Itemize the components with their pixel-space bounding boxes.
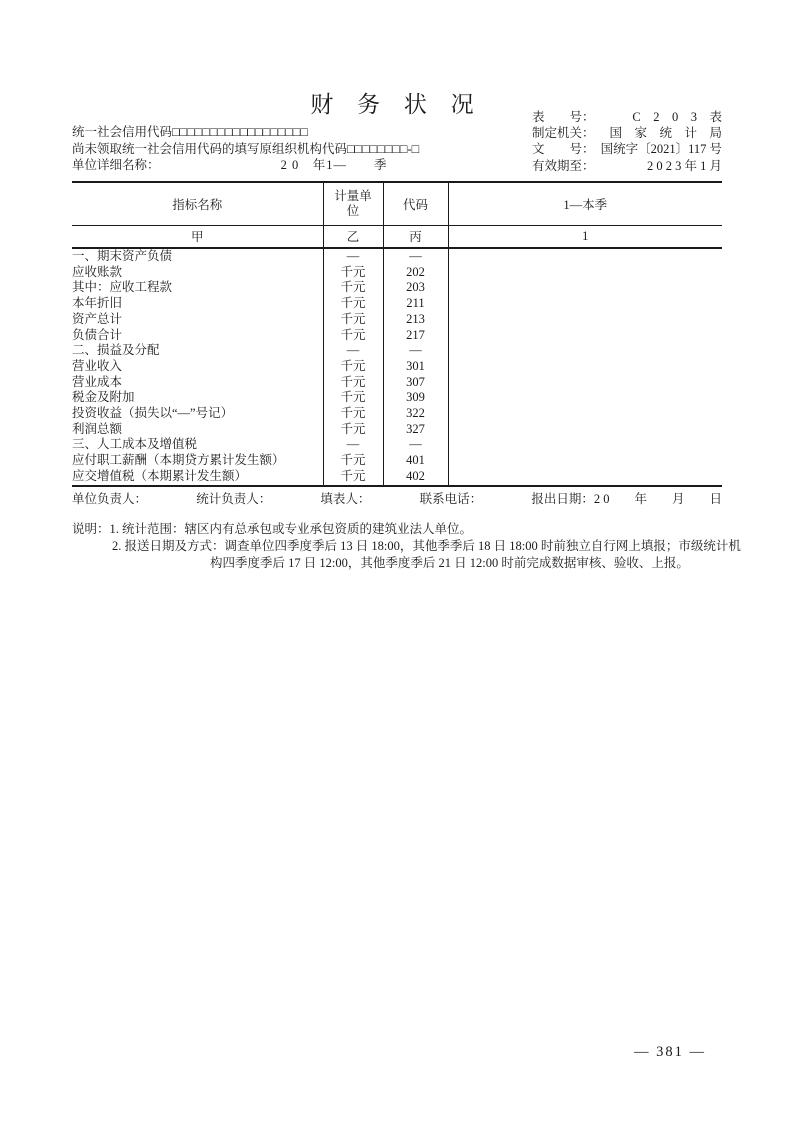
indicator-code: 217 (383, 328, 448, 344)
subheader-name: 甲 (72, 225, 323, 248)
header-left-block (72, 124, 419, 174)
agency-label: 制定机关： (532, 126, 595, 141)
table-row (72, 265, 722, 281)
indicator-value (448, 265, 722, 281)
stats-head-label: 统计负责人： (196, 492, 272, 506)
form-no-row (532, 109, 722, 125)
indicator-name: 资产总计 (72, 311, 123, 326)
page-number: — 381 — (634, 1044, 706, 1060)
indicator-name: 营业成本 (72, 374, 123, 389)
indicator-unit: 千元 (323, 359, 383, 375)
table-row (72, 328, 722, 344)
indicator-unit: 千元 (323, 406, 383, 422)
indicator-code: 322 (383, 406, 448, 422)
table-subheader-row (72, 225, 722, 248)
indicator-value (448, 469, 722, 486)
preparer-label: 填表人： (320, 492, 371, 506)
subheader-code: 丙 (383, 225, 448, 248)
table-row (72, 375, 722, 391)
indicator-name: 应付职工薪酬（本期贷方累计发生额） (72, 453, 285, 468)
indicator-code: 213 (383, 312, 448, 328)
agency-row (532, 125, 722, 141)
col-header-unit: 计量单位 (323, 182, 383, 225)
col-header-code: 代码 (383, 182, 448, 225)
indicator-value (448, 343, 722, 359)
phone-label: 联系电话： (419, 492, 483, 506)
valid-until-label: 有效期至： (532, 158, 595, 173)
unit-name-label: 单位详细名称： (72, 158, 160, 172)
table-row (72, 248, 722, 265)
indicator-code: 401 (383, 453, 448, 469)
indicator-name: 本年折旧 (72, 296, 123, 311)
indicator-unit: — (323, 437, 383, 453)
table-row (72, 343, 722, 359)
indicator-unit: 千元 (323, 390, 383, 406)
indicator-code: 202 (383, 265, 448, 281)
report-date-label: 报出日期：2 0 年 月 日 (531, 492, 722, 506)
indicator-name: 一、期末资产负债 (72, 249, 173, 263)
col-header-value: 1—本季 (448, 182, 722, 225)
table-row (72, 296, 722, 312)
doc-no-row (532, 141, 722, 157)
agency-value: 国 家 统 计 局 (609, 126, 722, 141)
indicator-value (448, 422, 722, 438)
table-row (72, 422, 722, 438)
table-row (72, 280, 722, 296)
table-row (72, 359, 722, 375)
subheader-value: 1 (448, 225, 722, 248)
indicator-value (448, 453, 722, 469)
table-row (72, 469, 722, 486)
indicator-value (448, 296, 722, 312)
indicator-unit: 千元 (323, 422, 383, 438)
form-no-label: 表 号： (532, 110, 595, 124)
notes-block (72, 521, 741, 573)
indicator-value (448, 280, 722, 296)
doc-no-value: 国统字〔2021〕117 号 (600, 142, 722, 157)
indicator-unit: — (323, 343, 383, 359)
indicator-value (448, 312, 722, 328)
table-header-row (72, 182, 722, 225)
indicator-value (448, 390, 722, 406)
table-row (72, 437, 722, 453)
table-row (72, 312, 722, 328)
indicator-name: 税金及附加 (72, 390, 135, 405)
note-2-text-1: 2. 报送日期及方式：调查单位四季度季后 13 日 18:00，其他季季后 18 日 18:00 时前独立自行网上填报；市级统计机 (112, 539, 741, 554)
credit-code-line: 统一社会信用代码□□□□□□□□□□□□□□□□□□ (72, 125, 308, 139)
indicator-name: 应交增值税（本期累计发生额） (72, 468, 248, 483)
indicator-unit: 千元 (323, 312, 383, 328)
indicator-code: — (383, 248, 448, 265)
indicator-unit: 千元 (323, 453, 383, 469)
indicator-name: 二、损益及分配 (72, 343, 160, 358)
indicator-name: 负债合计 (72, 327, 123, 342)
page-title: 财 务 状 况 (310, 92, 483, 117)
indicator-unit: 千元 (323, 469, 383, 486)
indicator-code: — (383, 343, 448, 359)
notes-label: 说明： (72, 522, 110, 536)
unit-head-label: 单位负责人： (72, 492, 148, 506)
indicator-unit: 千元 (323, 280, 383, 296)
indicator-value (448, 437, 722, 453)
note-line-3 (210, 555, 732, 572)
report-period: 2 0 年1— 季 (280, 158, 388, 172)
indicator-code: — (383, 437, 448, 453)
indicator-value (448, 328, 722, 344)
indicator-code: 309 (383, 390, 448, 406)
indicator-name: 利润总额 (72, 421, 123, 436)
form-no-value: C 2 0 3 表 (632, 110, 722, 124)
note-2-text-2: 构四季度季后 17 日 12:00，其他季度季后 21 日 12:00 时前完成数据审核、验收、上报。 (210, 556, 689, 571)
valid-until-row (532, 158, 722, 174)
indicator-unit: 千元 (323, 265, 383, 281)
indicator-name: 应收账款 (72, 264, 123, 279)
note-line-1 (72, 521, 732, 538)
indicator-unit: — (323, 248, 383, 265)
table-row (72, 390, 722, 406)
indicator-name: 三、人工成本及增值税 (72, 437, 198, 452)
indicator-unit: 千元 (323, 375, 383, 391)
indicator-unit: 千元 (323, 296, 383, 312)
note-1-text: 1. 统计范围：辖区内有总承包或专业承包资质的建筑业法人单位。 (109, 522, 473, 536)
table-row (72, 453, 722, 469)
valid-until-value: 2 0 2 3 年 1 月 (646, 158, 722, 173)
indicator-code: 211 (383, 296, 448, 312)
col-header-name: 指标名称 (72, 182, 323, 225)
indicator-value (448, 248, 722, 265)
indicator-code: 307 (383, 375, 448, 391)
indicator-name: 投资收益（损失以“—”号记） (72, 406, 234, 421)
note-line-2 (112, 538, 741, 555)
indicator-value (448, 406, 722, 422)
indicator-code: 402 (383, 469, 448, 486)
indicator-code: 327 (383, 422, 448, 438)
table-row (72, 406, 722, 422)
indicator-value (448, 359, 722, 375)
doc-no-label: 文 号： (532, 142, 595, 157)
indicator-name: 其中：应收工程款 (72, 280, 173, 295)
unit-name-line (72, 157, 419, 174)
org-code-line: 尚未领取统一社会信用代码的填写原组织机构代码□□□□□□□□-□ (72, 141, 420, 156)
signature-row (72, 489, 722, 507)
indicator-unit: 千元 (323, 328, 383, 344)
indicator-code: 203 (383, 280, 448, 296)
indicator-code: 301 (383, 359, 448, 375)
subheader-unit: 乙 (323, 225, 383, 248)
header-right-block (532, 109, 722, 174)
indicator-name: 营业收入 (72, 358, 123, 373)
indicator-table (72, 181, 722, 487)
indicator-value (448, 375, 722, 391)
